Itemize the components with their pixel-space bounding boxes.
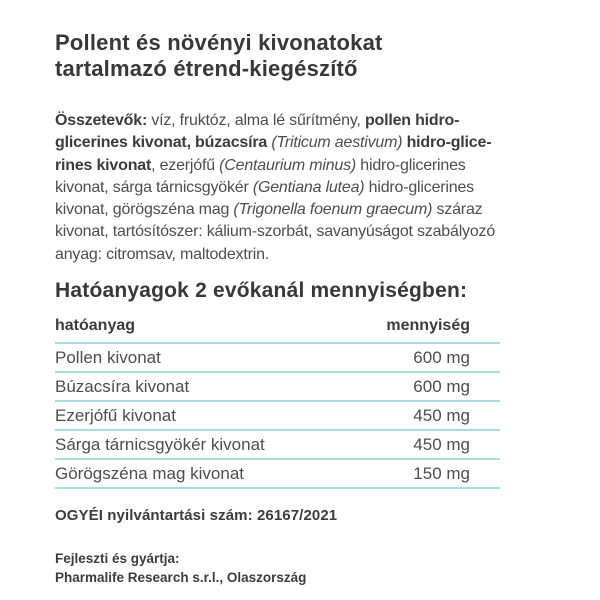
substance-amount: 600 mg xyxy=(344,343,500,372)
manufacturer-name: Pharmalife Research s.r.l., Olaszország xyxy=(55,569,307,585)
substance-name: Búzacsíra kivonat xyxy=(55,372,344,401)
table-row xyxy=(55,430,500,459)
table-row xyxy=(55,343,500,372)
manufacturer-label: Fejleszti és gyártja: xyxy=(55,551,180,567)
column-header-amount: mennyiség xyxy=(344,317,500,343)
table-header-row xyxy=(55,317,500,343)
substance-amount: 450 mg xyxy=(344,430,500,459)
substance-amount: 150 mg xyxy=(344,459,500,488)
page-title xyxy=(55,30,560,82)
substance-name: Sárga tárnicsgyökér kivonat xyxy=(55,430,344,459)
ingredients-paragraph: Összetevők: víz, fruktóz, alma lé sűrítmény, pollen hidro- glicerines kivonat, búzacsíra (Triticum aestivum) hidro-glice- rines kivonat, ezerjófű (Centaurium minus) hidro-glicerines kivonat, sárga tárnicsgyökér (Gentiana lutea) hidro-glicerines kivonat, görögszéna mag (Trigonella foenum graecum) száraz kivonat, tartósítószer: kálium-szorbát, savanyúságot szabályozó anyag: citromsav, maltodextrin. xyxy=(55,112,496,263)
manufacturer-info xyxy=(55,550,560,587)
actives-table xyxy=(55,317,500,489)
substance-amount: 450 mg xyxy=(344,401,500,430)
page-title-line1: Pollent és növényi kivonatokat xyxy=(55,30,383,55)
substance-amount: 600 mg xyxy=(344,372,500,401)
registration-number: 26167/2021 xyxy=(256,507,338,525)
page-title-line2: tartalmazó étrend-kiegészítő xyxy=(55,56,358,81)
table-row xyxy=(55,401,500,430)
registration-number-line xyxy=(55,507,560,524)
substance-name: Görögszéna mag kivonat xyxy=(55,459,344,488)
actives-heading: Hatóanyagok 2 evőkanál mennyiségben: xyxy=(55,279,468,303)
substance-name: Pollen kivonat xyxy=(55,343,344,372)
substance-name: Ezerjófű kivonat xyxy=(55,401,344,430)
table-row xyxy=(55,459,500,488)
registration-label: OGYÉI nyilvántartási szám: xyxy=(55,507,253,525)
table-row xyxy=(55,372,500,401)
column-header-substance: hatóanyag xyxy=(55,317,344,343)
